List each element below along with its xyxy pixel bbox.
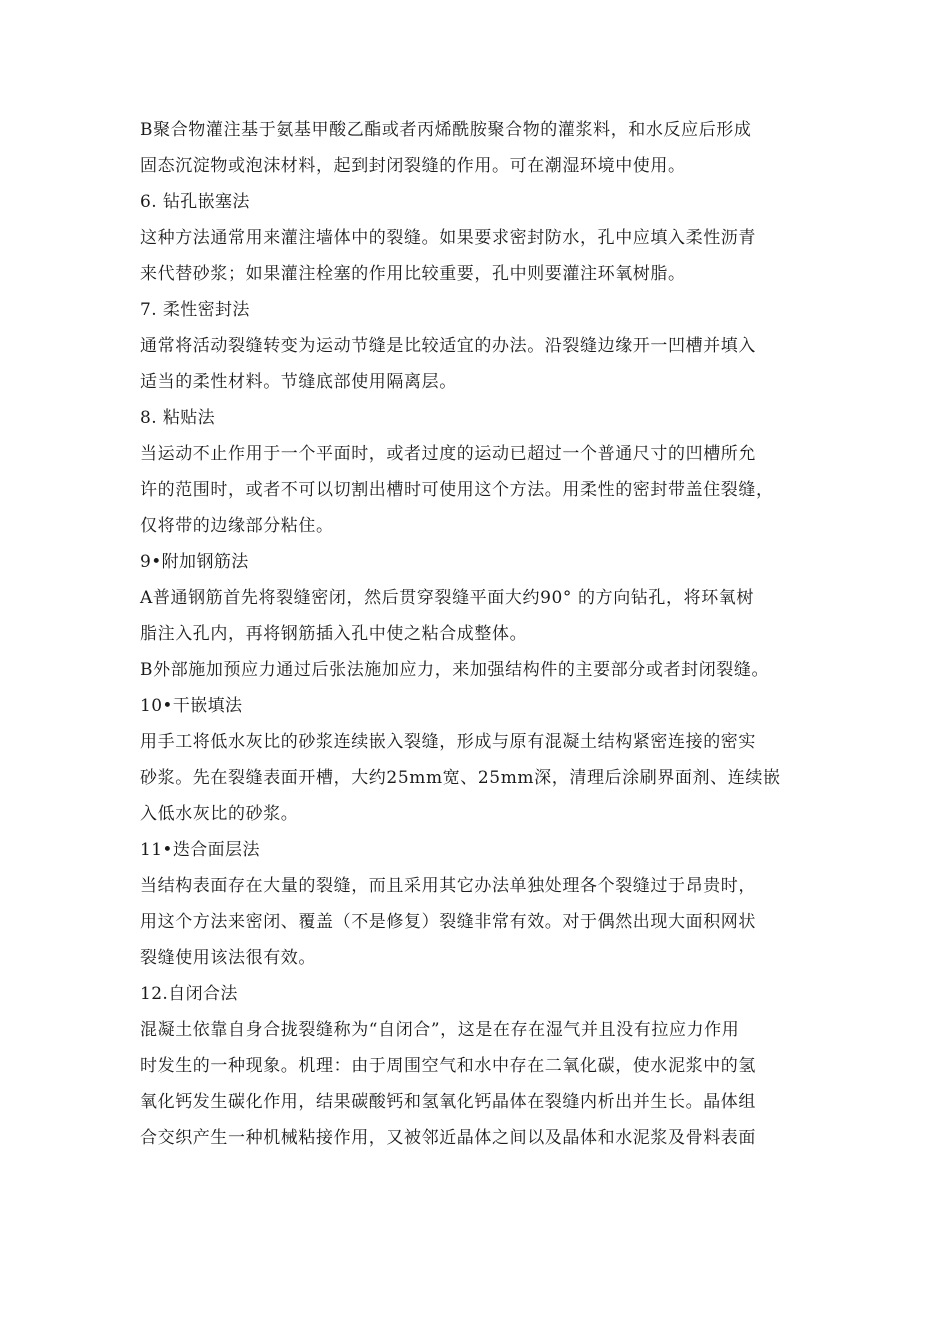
paragraph-line: 混凝土依靠自身合拢裂缝称为“自闭合”，这是在存在湿气并且没有拉应力作用 [140, 1020, 740, 1040]
paragraph-line: 通常将活动裂缝转变为运动节缝是比较适宜的办法。沿裂缝边缘开一凹槽并填入 [140, 336, 756, 356]
section-heading: 10•干嵌填法 [140, 696, 243, 716]
paragraph-line: 砂浆。先在裂缝表面开槽，大约25mm宽、25mm深，清理后涂刷界面剂、连续嵌 [140, 768, 781, 788]
paragraph-line: 用手工将低水灰比的砂浆连续嵌入裂缝，形成与原有混凝土结构紧密连接的密实 [140, 732, 756, 752]
paragraph-line: 裂缝使用该法很有效。 [140, 948, 316, 968]
section-heading: 6. 钻孔嵌塞法 [140, 192, 250, 212]
paragraph-line: 适当的柔性材料。节缝底部使用隔离层。 [140, 372, 457, 392]
paragraph-line: 固态沉淀物或泡沫材料，起到封闭裂缝的作用。可在潮湿环境中使用。 [140, 156, 686, 176]
paragraph-line: 当运动不止作用于一个平面时，或者过度的运动已超过一个普通尺寸的凹槽所允 [140, 444, 756, 464]
paragraph-line: 仅将带的边缘部分粘住。 [140, 516, 334, 536]
paragraph-line: 脂注入孔内，再将钢筋插入孔中使之粘合成整体。 [140, 624, 528, 644]
section-heading: 7. 柔性密封法 [140, 300, 250, 320]
section-heading: 9•附加钢筋法 [140, 552, 249, 572]
paragraph-line: A普通钢筋首先将裂缝密闭，然后贯穿裂缝平面大约90° 的方向钻孔，将环氧树 [140, 588, 755, 608]
document-body [140, 112, 830, 1156]
paragraph-line: 入低水灰比的砂浆。 [140, 804, 299, 824]
paragraph-line: B外部施加预应力通过后张法施加应力，来加强结构件的主要部分或者封闭裂缝。 [140, 660, 770, 680]
paragraph-line: B聚合物灌注基于氨基甲酸乙酯或者丙烯酰胺聚合物的灌浆料，和水反应后形成 [140, 120, 752, 140]
paragraph-line: 这种方法通常用来灌注墙体中的裂缝。如果要求密封防水，孔中应填入柔性沥青 [140, 228, 756, 248]
paragraph-line: 合交织产生一种机械粘接作用，又被邻近晶体之间以及晶体和水泥浆及骨料表面 [140, 1128, 756, 1148]
paragraph-line: 许的范围时，或者不可以切割出槽时可使用这个方法。用柔性的密封带盖住裂缝， [140, 480, 774, 500]
paragraph-line: 用这个方法来密闭、覆盖（不是修复）裂缝非常有效。对于偶然出现大面积网状 [140, 912, 756, 932]
paragraph-line: 氧化钙发生碳化作用，结果碳酸钙和氢氧化钙晶体在裂缝内析出并生长。晶体组 [140, 1092, 756, 1112]
paragraph-line: 时发生的一种现象。机理：由于周围空气和水中存在二氧化碳，使水泥浆中的氢 [140, 1056, 756, 1076]
paragraph-line: 来代替砂浆；如果灌注栓塞的作用比较重要，孔中则要灌注环氧树脂。 [140, 264, 686, 284]
section-heading: 11•迭合面层法 [140, 840, 260, 860]
paragraph-line: 当结构表面存在大量的裂缝，而且采用其它办法单独处理各个裂缝过于昂贵时， [140, 876, 756, 896]
section-heading: 8. 粘贴法 [140, 408, 216, 428]
section-heading: 12.自闭合法 [140, 984, 238, 1004]
